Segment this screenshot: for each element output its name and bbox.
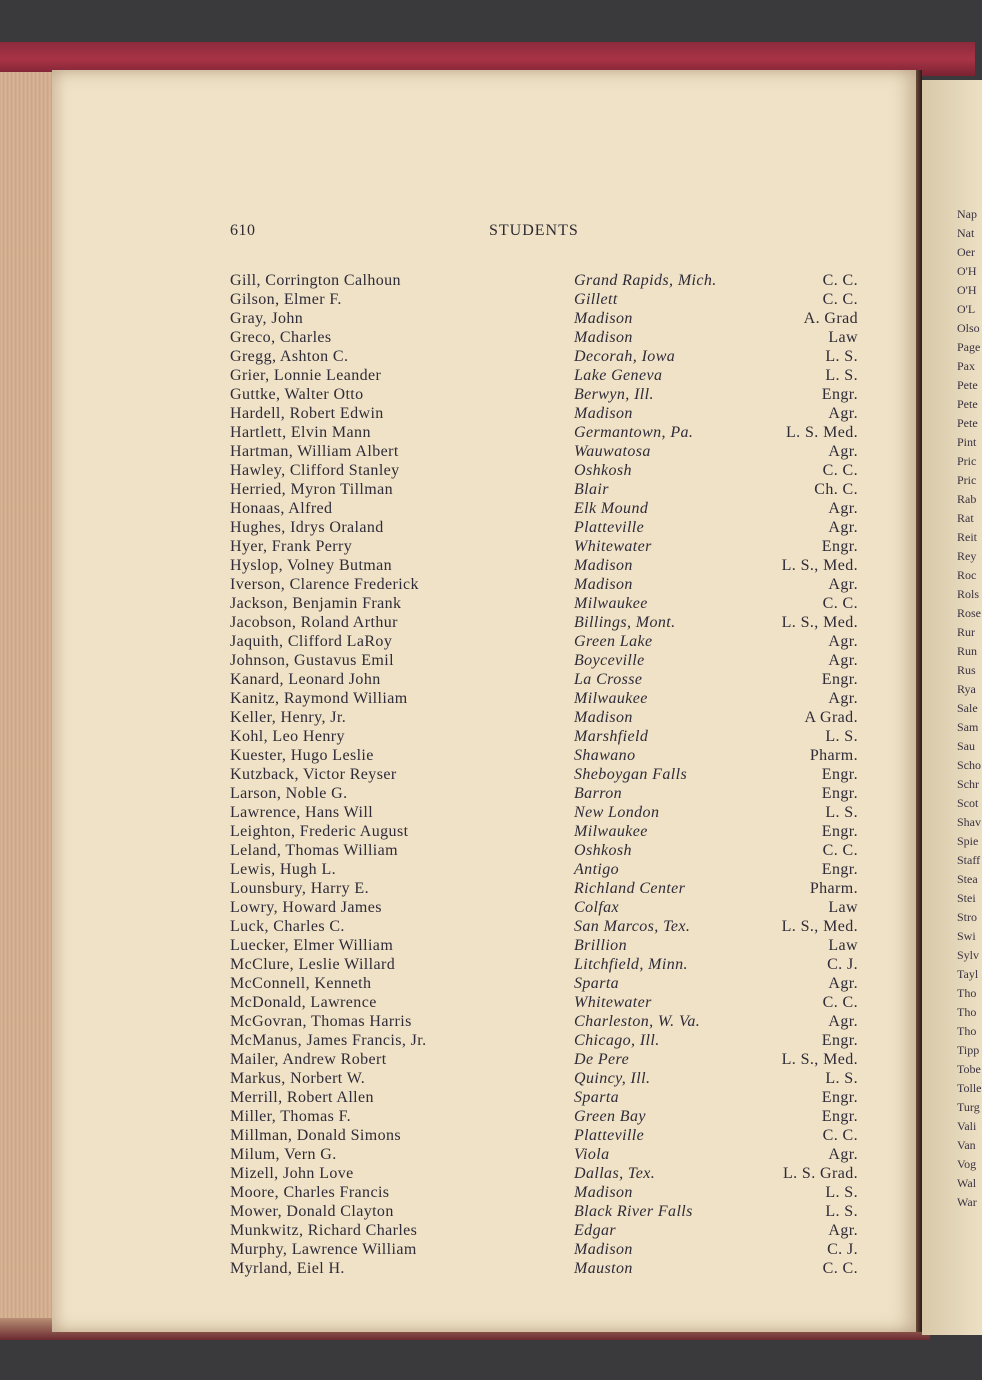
student-name: Keller, Henry, Jr. bbox=[230, 709, 347, 726]
facing-page-fragment: Tho bbox=[957, 1024, 977, 1038]
student-name: Jacobson, Roland Arthur bbox=[230, 614, 398, 631]
student-row bbox=[52, 879, 918, 898]
student-name: Lewis, Hugh L. bbox=[230, 861, 337, 878]
student-college: Agr. bbox=[828, 576, 858, 593]
student-hometown: Wauwatosa bbox=[574, 443, 651, 460]
student-college: C. C. bbox=[822, 595, 858, 612]
student-row bbox=[52, 670, 918, 689]
student-hometown: Shawano bbox=[574, 747, 636, 764]
student-name: Kanard, Leonard John bbox=[230, 671, 381, 688]
facing-page-fragment: Rey bbox=[957, 549, 977, 563]
student-college: Law bbox=[828, 899, 858, 916]
facing-page-fragment: Spie bbox=[957, 834, 979, 848]
student-name: Kohl, Leo Henry bbox=[230, 728, 345, 745]
facing-page-fragment: Vali bbox=[957, 1119, 977, 1133]
student-name: Miller, Thomas F. bbox=[230, 1108, 352, 1125]
facing-page-fragment: Rab bbox=[957, 492, 977, 506]
student-hometown: Elk Mound bbox=[574, 500, 649, 517]
student-name: Leland, Thomas William bbox=[230, 842, 398, 859]
student-hometown: Sheboygan Falls bbox=[574, 766, 688, 783]
facing-page-fragment: Sale bbox=[957, 701, 978, 715]
student-hometown: Platteville bbox=[574, 1127, 645, 1144]
student-college: Agr. bbox=[828, 500, 858, 517]
student-college: L. S. bbox=[825, 367, 858, 384]
student-row bbox=[52, 347, 918, 366]
student-name: Kuester, Hugo Leslie bbox=[230, 747, 374, 764]
student-college: Agr. bbox=[828, 975, 858, 992]
facing-page-fragment: Sam bbox=[957, 720, 979, 734]
facing-page-fragment: Swi bbox=[957, 929, 976, 943]
student-row bbox=[52, 917, 918, 936]
facing-page-fragment: Pete bbox=[957, 397, 978, 411]
student-row bbox=[52, 328, 918, 347]
student-row bbox=[52, 708, 918, 727]
student-hometown: Blair bbox=[574, 481, 609, 498]
student-college: Agr. bbox=[828, 405, 858, 422]
student-hometown: Black River Falls bbox=[574, 1203, 693, 1220]
book-page-edges bbox=[0, 72, 60, 1337]
student-name: McDonald, Lawrence bbox=[230, 994, 377, 1011]
student-row bbox=[52, 290, 918, 309]
student-hometown: Milwaukee bbox=[574, 823, 648, 840]
student-college: L. S., Med. bbox=[781, 1051, 858, 1068]
facing-page-fragment: Rose bbox=[957, 606, 981, 620]
student-row bbox=[52, 1145, 918, 1164]
student-name: Gill, Corrington Calhoun bbox=[230, 272, 401, 289]
student-name: Jackson, Benjamin Frank bbox=[230, 595, 402, 612]
facing-page-fragment: Sau bbox=[957, 739, 975, 753]
student-name: Hardell, Robert Edwin bbox=[230, 405, 384, 422]
student-name: Mizell, John Love bbox=[230, 1165, 354, 1182]
student-college: Agr. bbox=[828, 519, 858, 536]
student-row bbox=[52, 613, 918, 632]
student-college: L. S. bbox=[825, 1070, 858, 1087]
student-college: C. C. bbox=[822, 272, 858, 289]
student-college: C. J. bbox=[827, 1241, 858, 1258]
facing-page-fragment: Rya bbox=[957, 682, 976, 696]
facing-page-fragment: Pax bbox=[957, 359, 975, 373]
student-row bbox=[52, 1183, 918, 1202]
student-college: L. S. bbox=[825, 728, 858, 745]
facing-page-fragment: Stei bbox=[957, 891, 976, 905]
student-name: McConnell, Kenneth bbox=[230, 975, 372, 992]
student-row bbox=[52, 955, 918, 974]
facing-page-fragment: Vog bbox=[957, 1157, 977, 1171]
student-hometown: Grand Rapids, Mich. bbox=[574, 272, 717, 289]
student-row bbox=[52, 841, 918, 860]
student-college: Engr. bbox=[821, 785, 858, 802]
facing-page-fragment: Staff bbox=[957, 853, 981, 867]
facing-page-fragment: Shav bbox=[957, 815, 981, 829]
student-row bbox=[52, 423, 918, 442]
facing-page-fragment: Roc bbox=[957, 568, 977, 582]
student-row bbox=[52, 974, 918, 993]
student-college: L. S. bbox=[825, 1203, 858, 1220]
student-hometown: Brillion bbox=[574, 937, 627, 954]
student-college: Engr. bbox=[821, 766, 858, 783]
student-row bbox=[52, 1050, 918, 1069]
running-title: STUDENTS bbox=[489, 222, 579, 239]
student-hometown: Whitewater bbox=[574, 538, 652, 555]
student-hometown: Mauston bbox=[574, 1260, 633, 1277]
student-row bbox=[52, 898, 918, 917]
student-row bbox=[52, 1164, 918, 1183]
student-hometown: Madison bbox=[574, 329, 633, 346]
student-college: Engr. bbox=[821, 1089, 858, 1106]
facing-page-fragment: Sylv bbox=[957, 948, 980, 962]
student-row bbox=[52, 1126, 918, 1145]
facing-page-fragment: Pric bbox=[957, 473, 977, 487]
student-name: Guttke, Walter Otto bbox=[230, 386, 364, 403]
facing-page-fragment: Tho bbox=[957, 986, 977, 1000]
student-college: Agr. bbox=[828, 690, 858, 707]
student-name: Iverson, Clarence Frederick bbox=[230, 576, 419, 593]
student-hometown: Quincy, Ill. bbox=[574, 1070, 651, 1087]
student-row bbox=[52, 936, 918, 955]
student-row bbox=[52, 860, 918, 879]
student-hometown: Madison bbox=[574, 576, 633, 593]
student-row bbox=[52, 689, 918, 708]
student-hometown: Viola bbox=[574, 1146, 610, 1163]
student-college: Engr. bbox=[821, 861, 858, 878]
facing-page-fragment: Rur bbox=[957, 625, 975, 639]
student-college: Agr. bbox=[828, 443, 858, 460]
student-college: Pharm. bbox=[809, 747, 858, 764]
student-row bbox=[52, 651, 918, 670]
facing-page-fragment: Tho bbox=[957, 1005, 977, 1019]
student-hometown: Marshfield bbox=[574, 728, 649, 745]
student-list bbox=[52, 271, 918, 1278]
student-name: Markus, Norbert W. bbox=[230, 1070, 366, 1087]
student-college: Ch. C. bbox=[814, 481, 858, 498]
student-hometown: Platteville bbox=[574, 519, 645, 536]
student-college: Law bbox=[828, 937, 858, 954]
page-number: 610 bbox=[230, 222, 256, 239]
student-hometown: La Crosse bbox=[574, 671, 643, 688]
facing-page-fragment: Run bbox=[957, 644, 978, 658]
student-hometown: Charleston, W. Va. bbox=[574, 1013, 701, 1030]
student-name: Hawley, Clifford Stanley bbox=[230, 462, 400, 479]
student-name: McClure, Leslie Willard bbox=[230, 956, 396, 973]
student-hometown: Madison bbox=[574, 709, 633, 726]
facing-page-fragment: Olso bbox=[957, 321, 980, 335]
student-college: Engr. bbox=[821, 386, 858, 403]
student-hometown: Sparta bbox=[574, 975, 620, 992]
student-hometown: New London bbox=[574, 804, 660, 821]
facing-page-fragment: Reit bbox=[957, 530, 977, 544]
student-hometown: Germantown, Pa. bbox=[574, 424, 694, 441]
facing-page-fragment: Pint bbox=[957, 435, 977, 449]
facing-page-fragment: Rat bbox=[957, 511, 974, 525]
student-row bbox=[52, 784, 918, 803]
student-college: Agr. bbox=[828, 1146, 858, 1163]
student-name: Milum, Vern G. bbox=[230, 1146, 337, 1163]
facing-page-fragment: Scot bbox=[957, 796, 979, 810]
facing-page-fragment: Tolle bbox=[957, 1081, 982, 1095]
student-name: Greco, Charles bbox=[230, 329, 332, 346]
student-hometown: Chicago, Ill. bbox=[574, 1032, 660, 1049]
student-college: Engr. bbox=[821, 1032, 858, 1049]
student-hometown: Berwyn, Ill. bbox=[574, 386, 654, 403]
student-hometown: Sparta bbox=[574, 1089, 620, 1106]
student-name: Luecker, Elmer William bbox=[230, 937, 394, 954]
facing-page-fragment: Turg bbox=[957, 1100, 980, 1114]
student-name: Moore, Charles Francis bbox=[230, 1184, 390, 1201]
student-row bbox=[52, 822, 918, 841]
facing-page-fragment: Pric bbox=[957, 454, 977, 468]
facing-page-fragment: Pete bbox=[957, 416, 978, 430]
facing-page-text bbox=[922, 205, 982, 1212]
student-college: Law bbox=[828, 329, 858, 346]
student-hometown: Madison bbox=[574, 1241, 633, 1258]
student-name: Hyer, Frank Perry bbox=[230, 538, 353, 555]
student-college: L. S., Med. bbox=[781, 918, 858, 935]
student-name: Merrill, Robert Allen bbox=[230, 1089, 374, 1106]
student-row bbox=[52, 1107, 918, 1126]
student-college: C. C. bbox=[822, 842, 858, 859]
student-hometown: Milwaukee bbox=[574, 595, 648, 612]
facing-page-fragment: O'H bbox=[957, 283, 977, 297]
student-row bbox=[52, 1259, 918, 1278]
student-college: C. C. bbox=[822, 462, 858, 479]
student-college: L. S., Med. bbox=[781, 557, 858, 574]
student-college: Agr. bbox=[828, 1222, 858, 1239]
student-college: C. C. bbox=[822, 291, 858, 308]
student-row bbox=[52, 1069, 918, 1088]
student-row bbox=[52, 1012, 918, 1031]
student-college: Agr. bbox=[828, 652, 858, 669]
student-row bbox=[52, 575, 918, 594]
student-hometown: Green Bay bbox=[574, 1108, 646, 1125]
facing-page-fragment: War bbox=[957, 1195, 977, 1209]
student-hometown: Richland Center bbox=[574, 880, 686, 897]
student-college: Engr. bbox=[821, 823, 858, 840]
student-college: Engr. bbox=[821, 538, 858, 555]
student-college: Agr. bbox=[828, 1013, 858, 1030]
facing-page bbox=[922, 80, 982, 1335]
student-college: L. S. bbox=[825, 1184, 858, 1201]
facing-page-fragment: Oer bbox=[957, 245, 975, 259]
student-name: McManus, James Francis, Jr. bbox=[230, 1032, 427, 1049]
student-hometown: Boyceville bbox=[574, 652, 645, 669]
facing-page-fragment: Tayl bbox=[957, 967, 979, 981]
student-name: Gray, John bbox=[230, 310, 304, 327]
student-name: Gregg, Ashton C. bbox=[230, 348, 349, 365]
student-row bbox=[52, 1202, 918, 1221]
facing-page-fragment: Van bbox=[957, 1138, 976, 1152]
student-hometown: Antigo bbox=[574, 861, 620, 878]
student-name: Herried, Myron Tillman bbox=[230, 481, 394, 498]
book-page bbox=[52, 70, 918, 1332]
student-college: Engr. bbox=[821, 1108, 858, 1125]
facing-page-fragment: O'H bbox=[957, 264, 977, 278]
student-hometown: Edgar bbox=[574, 1222, 616, 1239]
facing-page-fragment: Tobe bbox=[957, 1062, 981, 1076]
student-college: L. S., Med. bbox=[781, 614, 858, 631]
student-hometown: De Pere bbox=[574, 1051, 630, 1068]
student-name: Lounsbury, Harry E. bbox=[230, 880, 369, 897]
student-row bbox=[52, 404, 918, 423]
student-row bbox=[52, 385, 918, 404]
student-name: Jaquith, Clifford LaRoy bbox=[230, 633, 393, 650]
student-name: Hartman, William Albert bbox=[230, 443, 399, 460]
student-row bbox=[52, 271, 918, 290]
student-row bbox=[52, 594, 918, 613]
facing-page-fragment: Rus bbox=[957, 663, 976, 677]
student-hometown: Madison bbox=[574, 1184, 633, 1201]
student-row bbox=[52, 1031, 918, 1050]
student-college: C. J. bbox=[827, 956, 858, 973]
student-college: C. C. bbox=[822, 994, 858, 1011]
student-name: Hughes, Idrys Oraland bbox=[230, 519, 384, 536]
student-row bbox=[52, 499, 918, 518]
student-name: McGovran, Thomas Harris bbox=[230, 1013, 412, 1030]
student-row bbox=[52, 442, 918, 461]
facing-page-fragment: Stro bbox=[957, 910, 978, 924]
student-name: Hyslop, Volney Butman bbox=[230, 557, 393, 574]
student-row bbox=[52, 309, 918, 328]
student-college: Pharm. bbox=[809, 880, 858, 897]
student-hometown: Milwaukee bbox=[574, 690, 648, 707]
facing-page-fragment: Page bbox=[957, 340, 981, 354]
student-name: Johnson, Gustavus Emil bbox=[230, 652, 394, 669]
student-name: Gilson, Elmer F. bbox=[230, 291, 342, 308]
student-college: L. S. Grad. bbox=[782, 1165, 858, 1182]
student-name: Leighton, Frederic August bbox=[230, 823, 409, 840]
student-name: Murphy, Lawrence William bbox=[230, 1241, 417, 1258]
student-name: Millman, Donald Simons bbox=[230, 1127, 402, 1144]
student-name: Lawrence, Hans Will bbox=[230, 804, 374, 821]
facing-page-fragment: Nap bbox=[957, 207, 977, 221]
student-college: C. C. bbox=[822, 1260, 858, 1277]
student-hometown: Whitewater bbox=[574, 994, 652, 1011]
facing-page-fragment: Scho bbox=[957, 758, 981, 772]
student-hometown: San Marcos, Tex. bbox=[574, 918, 691, 935]
facing-page-fragment: Rols bbox=[957, 587, 980, 601]
student-row bbox=[52, 727, 918, 746]
student-college: L. S. bbox=[825, 804, 858, 821]
student-row bbox=[52, 993, 918, 1012]
student-row bbox=[52, 480, 918, 499]
student-row bbox=[52, 1240, 918, 1259]
facing-page-fragment: Stea bbox=[957, 872, 978, 886]
student-name: Kutzback, Victor Reyser bbox=[230, 766, 397, 783]
facing-page-fragment: Schr bbox=[957, 777, 979, 791]
student-hometown: Litchfield, Minn. bbox=[574, 956, 688, 973]
student-hometown: Madison bbox=[574, 310, 633, 327]
page-header bbox=[52, 222, 918, 242]
student-name: Luck, Charles C. bbox=[230, 918, 345, 935]
facing-page-fragment: Tipp bbox=[957, 1043, 980, 1057]
student-row bbox=[52, 803, 918, 822]
student-college: L. S. Med. bbox=[786, 424, 858, 441]
student-row bbox=[52, 556, 918, 575]
student-hometown: Oshkosh bbox=[574, 842, 632, 859]
student-college: A Grad. bbox=[804, 709, 858, 726]
facing-page-fragment: Wal bbox=[957, 1176, 977, 1190]
student-row bbox=[52, 366, 918, 385]
student-college: Engr. bbox=[821, 671, 858, 688]
student-name: Lowry, Howard James bbox=[230, 899, 382, 916]
student-name: Munkwitz, Richard Charles bbox=[230, 1222, 418, 1239]
student-name: Mailer, Andrew Robert bbox=[230, 1051, 387, 1068]
student-college: A. Grad bbox=[803, 310, 858, 327]
student-college: C. C. bbox=[822, 1127, 858, 1144]
student-hometown: Dallas, Tex. bbox=[574, 1165, 656, 1182]
student-name: Mower, Donald Clayton bbox=[230, 1203, 394, 1220]
student-college: L. S. bbox=[825, 348, 858, 365]
student-hometown: Oshkosh bbox=[574, 462, 632, 479]
student-name: Grier, Lonnie Leander bbox=[230, 367, 382, 384]
student-college: Agr. bbox=[828, 633, 858, 650]
student-row bbox=[52, 746, 918, 765]
student-row bbox=[52, 765, 918, 784]
student-row bbox=[52, 1221, 918, 1240]
student-hometown: Billings, Mont. bbox=[574, 614, 676, 631]
student-name: Honaas, Alfred bbox=[230, 500, 333, 517]
student-row bbox=[52, 632, 918, 651]
student-hometown: Gillett bbox=[574, 291, 618, 308]
student-hometown: Decorah, Iowa bbox=[574, 348, 676, 365]
student-hometown: Madison bbox=[574, 557, 633, 574]
student-hometown: Green Lake bbox=[574, 633, 653, 650]
student-row bbox=[52, 1088, 918, 1107]
student-name: Myrland, Eiel H. bbox=[230, 1260, 345, 1277]
facing-page-fragment: Pete bbox=[957, 378, 978, 392]
student-name: Hartlett, Elvin Mann bbox=[230, 424, 371, 441]
student-hometown: Barron bbox=[574, 785, 623, 802]
student-hometown: Colfax bbox=[574, 899, 620, 916]
student-name: Kanitz, Raymond William bbox=[230, 690, 408, 707]
facing-page-fragment: O'L bbox=[957, 302, 976, 316]
student-row bbox=[52, 518, 918, 537]
student-hometown: Lake Geneva bbox=[574, 367, 663, 384]
facing-page-fragment: Nat bbox=[957, 226, 975, 240]
student-hometown: Madison bbox=[574, 405, 633, 422]
student-row bbox=[52, 537, 918, 556]
student-name: Larson, Noble G. bbox=[230, 785, 348, 802]
student-row bbox=[52, 461, 918, 480]
